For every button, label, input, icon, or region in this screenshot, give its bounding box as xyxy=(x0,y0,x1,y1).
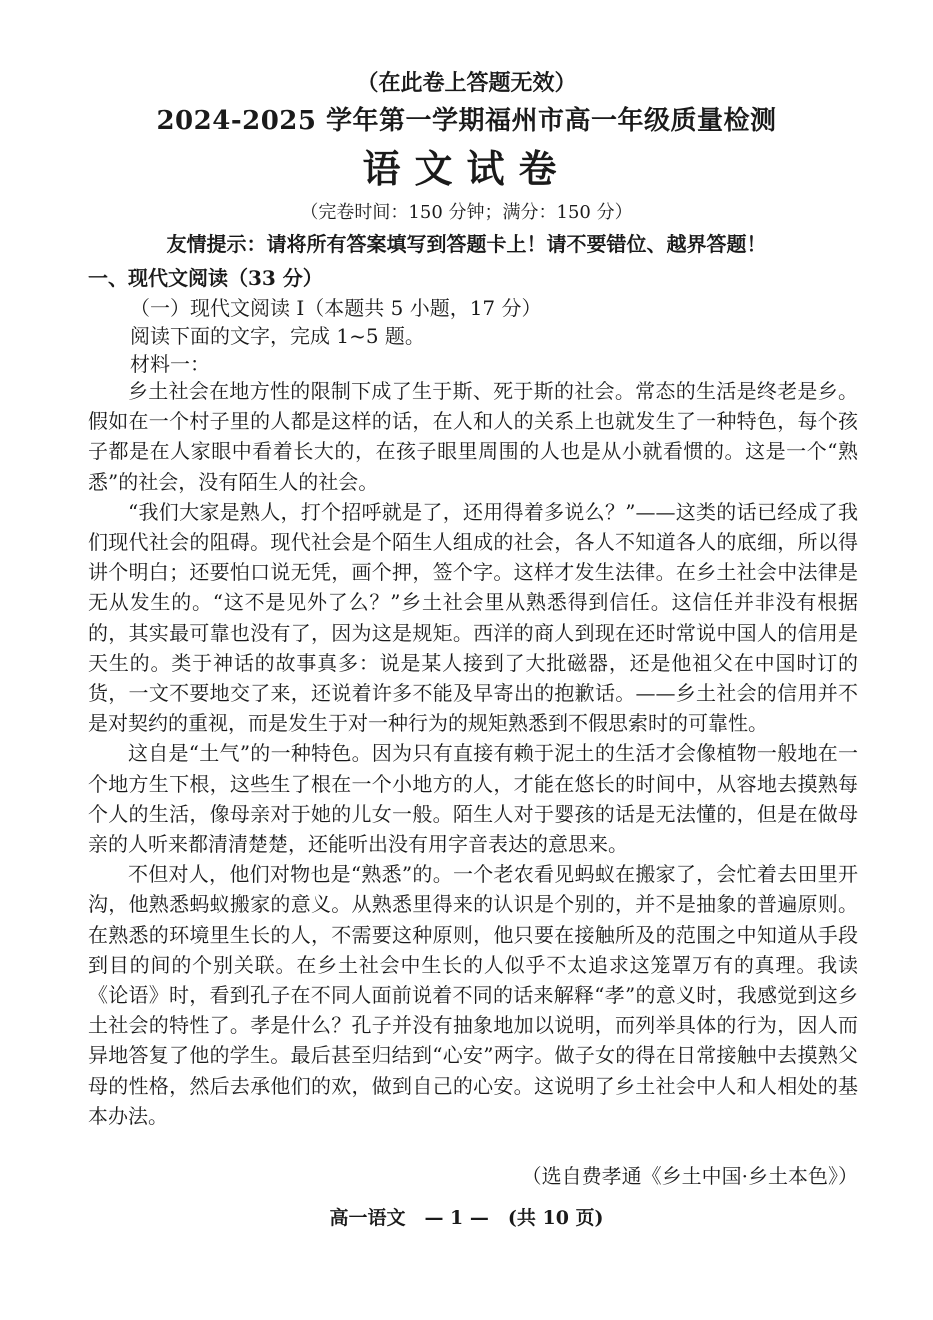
passage-paragraph: 这自是“土气”的一种特色。因为只有直接有赖于泥土的生活才会像植物一般地在一个地方生下根，这些生了根在一个小地方的人，才能在悠长的时间中，从容地去摸熟每个人的生活，像母亲对于她的儿女一般。陌生人对于婴孩的话是无法懂的，但是在做母亲的人听来都清清楚楚，还能听出没有用字音表达的意思来。 xyxy=(88,741,858,857)
exam-title: 2024-2025 学年第一学期福州市高一年级质量检测 xyxy=(156,106,777,136)
page-footer: 高一语文 — 1 — (共 10 页) xyxy=(329,1207,604,1229)
passage-paragraph: 乡土社会在地方性的限制下成了生于斯、死于斯的社会。常态的生活是终老是乡。假如在一个村子里的人都是这样的话，在人和人的关系上也就发生了一种特色，每个孩子都是在人家眼中看着长大的，在孩子眼里周围的人也是从小就看惯的。这是一个“熟悉”的社会，没有陌生人的社会。 xyxy=(88,379,858,494)
passage-paragraph: 不但对人，他们对物也是“熟悉”的。一个老农看见蚂蚁在搬家了，会忙着去田里开沟，他熟悉蚂蚁搬家的意义。从熟悉里得来的认识是个别的，并不是抽象的普遍原则。在熟悉的环境里生长的人，不需要这种原则，他只要在接触所及的范围之中知道从手段到目的间的个别关联。在乡土社会中生长的人似乎不太追求这笼罩万有的真理。我读《论语》时，看到孔子在不同人面前说着不同的话来解释“孝”的意义时，我感觉到这乡土社会的特性了。孝是什么？孔子并没有抽象地加以说明，而列举具体的行为，因人而异地答复了他的学生。最后甚至归结到“心安”两字。做子女的得在日常接触中去摸熟父母的性格，然后去承他们的欢，做到自己的心安。这说明了乡土社会中人和人相处的基本办法。 xyxy=(88,862,858,1128)
friendly-tip: 友情提示：请将所有答案填写到答题卡上！请不要错位、越界答题！ xyxy=(166,232,767,256)
subsection-title: （一）现代文阅读 I（本题共 5 小题，17 分） xyxy=(130,296,542,320)
paper-title: 语文试卷 xyxy=(362,146,571,191)
material-label: 材料一： xyxy=(130,352,210,376)
passage-source: （选自费孝通《乡土中国·乡土本色》） xyxy=(521,1164,858,1188)
section-title: 一、现代文阅读（33 分） xyxy=(88,266,323,290)
invalid-answer-notice: （在此卷上答题无效） xyxy=(356,70,577,96)
exam-time-and-score: （完卷时间：150 分钟；满分：150 分） xyxy=(300,202,633,223)
passage-paragraph: “我们大家是熟人，打个招呼就是了，还用得着多说么？”——这类的话已经成了我们现代社会的阻碍。现代社会是个陌生人组成的社会，各人不知道各人的底细，所以得讲个明白；还要怕口说无凭，画个押，签个字。这样才发生法律。在乡土社会中法律是无从发生的。“这不是见外了么？”乡土社会里从熟悉得到信任。这信任并非没有根据的，其实最可靠也没有了，因为这是规矩。西洋的商人到现在还时常说中国人的信用是天生的。类于神话的故事真多：说是某人接到了大批磁器，还是他祖父在中国时订的货，一文不要地交了来，还说着许多不能及早寄出的抱歉话。——乡土社会的信用并不是对契约的重视，而是发生于对一种行为的规矩熟悉到不假思索时的可靠性。 xyxy=(88,499,858,736)
passage-body xyxy=(88,376,858,1131)
reading-instruction: 阅读下面的文字，完成 1~5 题。 xyxy=(130,324,425,348)
